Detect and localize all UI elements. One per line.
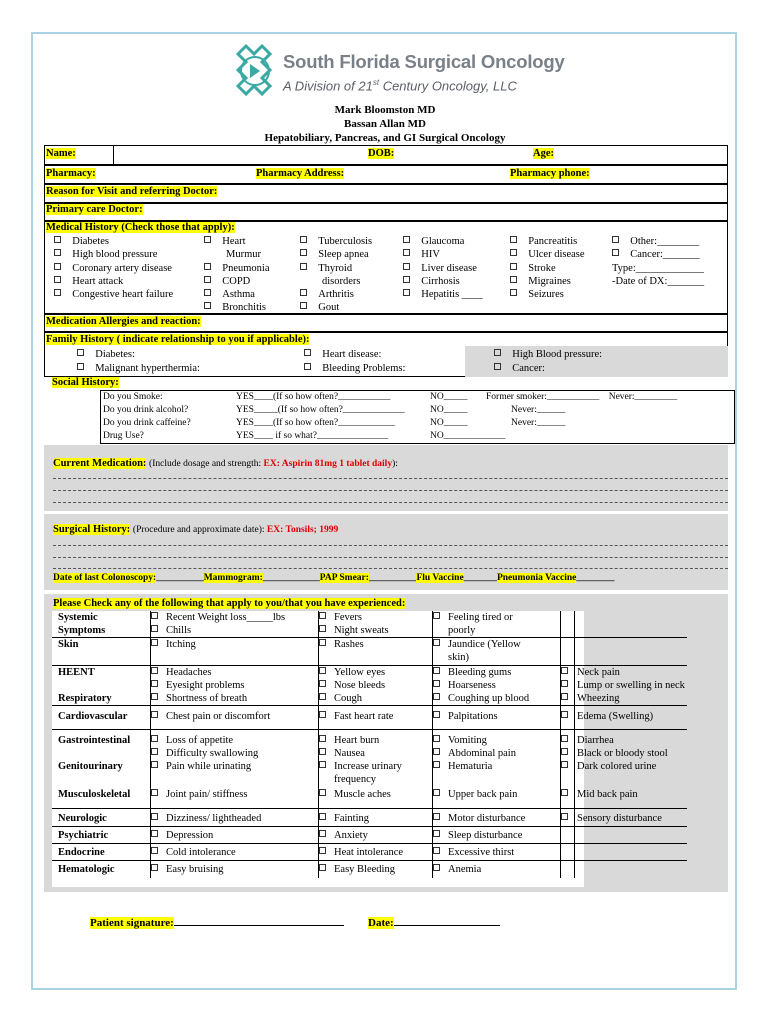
medical-col-6[interactable]: Other:________ Cancer:_______ Type:_____________ -Date of DX:_______ xyxy=(612,236,705,287)
surgical-history-label-line: Surgical History: (Procedure and approximate date): EX: Tonsils; 1999 xyxy=(53,524,339,535)
patient-signature-line[interactable]: Patient signature: xyxy=(90,917,344,929)
current-medication-label-line: Current Medication: (Include dosage and strength: EX: Aspirin 81mg 1 tablet daily): xyxy=(53,458,398,469)
specialty-title: Hepatobiliary, Pancreas, and GI Surgical Oncology xyxy=(264,132,506,144)
screening-line[interactable]: Date of last Colonoscopy:__________Mammogram:____________PAP Smear:__________Flu Vaccine_______Pneumonia Vaccine________ xyxy=(53,573,615,583)
medical-col-5[interactable]: Pancreatitis Ulcer disease Stroke Migraines Seizures xyxy=(510,235,585,301)
pharmacy-row xyxy=(44,165,728,184)
doctor-name-1: Mark Bloomston MD xyxy=(334,104,436,116)
medical-col-1[interactable]: Diabetes High blood pressure Coronary artery disease Heart attack Congestive heart failure xyxy=(54,235,173,301)
social-history-title: Social History: xyxy=(52,377,119,388)
family-history-title: Family History ( indicate relationship to you if applicable): xyxy=(46,334,310,345)
pharmacy-label: Pharmacy: xyxy=(46,168,96,179)
pharmacy-phone-label: Pharmacy phone: xyxy=(510,168,590,179)
name-label: Name: xyxy=(46,148,76,159)
symptoms-table: Systemic Symptoms Recent Weight loss_____lbs Chills Fevers Night sweats Feeling tired or poorly Skin Itching Rashes Jaundice (Yellow skin) HEENT Headaches Eyesight problems Yellow eyes Nose bleeds Bleeding gums Hoarseness Neck pain Lump or swelling in neck Respiratory Shortness of breath Cough Coughing up blood Wheezing Cardiovascular Chest pain or discomfort Fast heart rate Palpitations Edema (Swelling) Gastrointestinal Genitourinary Loss of appetite Difficulty swallowing Pain while urinating Heart burn Nausea Increase urinary frequency Vomiting Abdominal pain Hematuria Diarrhea Black or bloody stool Dark colored urine Musculoskeletal Joint pain/ stiffness Muscle aches Upper back pain Mid back pain Neurologic Dizziness/ lightheaded Fainting Motor disturbance Sensory disturbance Psychiatric Depression Anxiety Sleep disturbance Endocrine Cold intolerance Heat intolerance Excessive thirst Hematologic Easy bruising Easy Bleeding Anemia xyxy=(52,611,687,878)
logo-title: South Florida Surgical Oncology xyxy=(283,51,565,72)
social-yes-column[interactable]: YES____(If so how often?___________ YES_____(If so how often?_____________ YES____(If so how often?____________ YES____ if so what?_______________ xyxy=(236,392,405,441)
medical-col-2[interactable]: Heart Murmur Pneumonia COPD Asthma Bronchitis xyxy=(204,235,270,315)
primary-care-row xyxy=(44,203,728,221)
medical-col-3[interactable]: Tuberculosis Sleep apnea Thyroid disorders Arthritis Gout xyxy=(300,235,372,315)
medical-col-4[interactable]: Glaucoma HIV Liver disease Cirrhosis Hepatitis ____ xyxy=(403,235,483,301)
reason-label: Reason for Visit and referring Doctor: xyxy=(46,186,218,197)
name-field[interactable] xyxy=(116,148,366,162)
dob-label: DOB: xyxy=(368,148,395,159)
doctor-name-2: Bassan Allan MD xyxy=(344,118,426,130)
family-col-1[interactable]: Diabetes: Malignant hyperthermia: xyxy=(77,348,200,376)
allergies-label: Medication Allergies and reaction: xyxy=(46,316,201,327)
family-col-2[interactable]: Heart disease: Bleeding Problems: xyxy=(304,348,405,376)
signature-date-line[interactable]: Date: xyxy=(368,917,500,929)
symptoms-title: Please Check any of the following that apply to you/that you have experienced: xyxy=(53,598,406,609)
age-label: Age: xyxy=(533,148,554,159)
primary-care-label: Primary care Doctor: xyxy=(46,204,143,215)
logo-subtitle: A Division of 21st Century Oncology, LLC xyxy=(283,78,517,94)
social-questions: Do you Smoke: Do you drink alcohol? Do you drink caffeine? Drug Use? xyxy=(103,392,191,441)
family-col-3[interactable]: High Blood pressure: Cancer: xyxy=(494,348,602,376)
medical-history-title: Medical History (Check those that apply): xyxy=(46,222,235,233)
social-extra-column[interactable]: Former smoker:___________ Never:_________ Never:______ Never:______ xyxy=(486,392,678,428)
social-no-column[interactable]: NO_____ NO_____ NO_____ NO_____________ xyxy=(430,392,506,441)
pharmacy-address-label: Pharmacy Address: xyxy=(256,168,345,179)
logo-icon xyxy=(226,42,282,100)
